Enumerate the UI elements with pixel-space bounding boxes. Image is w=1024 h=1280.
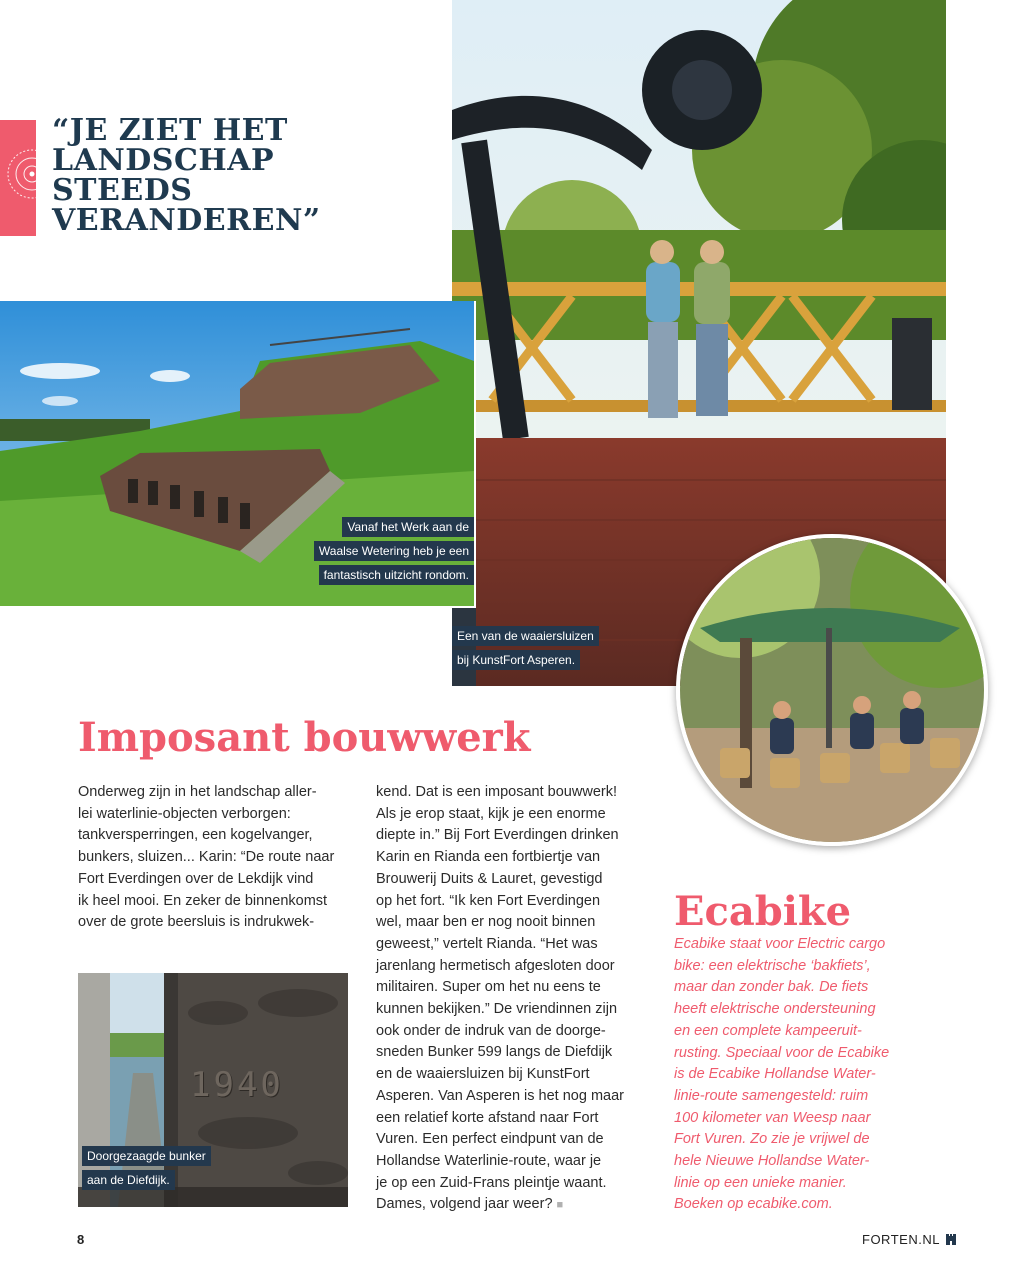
fort-tower-icon — [946, 1234, 956, 1245]
caption-bridge — [452, 626, 599, 674]
caption-line: Doorgezaagde bunker — [82, 1146, 211, 1166]
caption-line: Waalse Wetering heb je een — [314, 541, 474, 561]
caption-line: Vanaf het Werk aan de — [342, 517, 474, 537]
site-name-text: FORTEN.NL — [862, 1232, 940, 1247]
sidebar-heading: Ecabike — [674, 888, 852, 935]
photo-bunker-diefdijk — [78, 973, 348, 1207]
caption-line: bij KunstFort Asperen. — [452, 650, 580, 670]
bunker-stamp: 1940 — [190, 1065, 284, 1105]
article-column-2-text: kend. Dat is een imposant bouwwerk! Als je erop staat, kijk je een enorme diepte in.” Bij Fort Everdingen drinken Karin en Rianda een fortbiertje van Brouwerij Duits & Lauret, gevestigd op het fort. “Ik ken Fort Everdingen wel, maar ben er nog nooit binnen geweest,” vertelt Rianda. “Het was jarenlang hermetisch afgesloten door militairen. Super om het nu eens te kunnen bekijken.” De vriendinnen zijn ook onder de indruk van de doorge- sneden Bunker 599 langs de Diefdijk en de waaiersluizen bij KunstFort Asperen. Van Asperen is het nog maar een relatief korte afstand naar Fort Vuren. Een perfect eindpunt van de Hollandse Waterlinie-route, waar je je op een Zuid-Frans pleintje waant. Dames, volgend jaar weer? — [376, 784, 624, 1213]
caption-line: Een van de waaiersluizen — [452, 626, 599, 646]
page-number: 8 — [77, 1232, 85, 1247]
caption-fort — [314, 517, 474, 589]
end-mark-icon: ■ — [556, 1199, 564, 1212]
pull-quote-line: VERANDEREN” — [52, 203, 321, 238]
caption-line: fantastisch uitzicht rondom. — [319, 565, 474, 585]
caption-line: aan de Diefdijk. — [82, 1170, 175, 1190]
pull-quote — [52, 113, 452, 238]
target-icon — [6, 148, 58, 200]
site-name — [862, 1232, 956, 1247]
pull-quote-line: LANDSCHAP — [52, 143, 275, 178]
article-column-2 — [376, 782, 651, 1217]
sidebar-text: Ecabike staat voor Electric cargo bike: een elektrische ‘bakfiets’, maar dan zonder bak. De fiets heeft elektrische ondersteuning en een complete kampeeruit- rusting. Speciaal voor de Ecabike is de Ecabike Hollandse Water- linie-route samengesteld: ruim 100 kilometer van Weesp naar Fort Vuren. Zo zie je vrijwel de hele Nieuwe Hollandse Water- linie op een unieke manier. Boeken op ecabike.com. — [674, 936, 890, 1213]
pull-quote-line: STEEDS — [52, 173, 193, 208]
photo-fort-waalse-wetering — [0, 301, 476, 608]
pull-quote-line: “JE ZIET HET — [52, 113, 288, 148]
photo-terrace-circle — [676, 534, 988, 846]
photo-terrace-illustration — [680, 538, 984, 842]
article-heading: Imposant bouwwerk — [78, 714, 531, 761]
article-column-1: Onderweg zijn in het landschap aller- lei waterlinie-objecten verborgen: tankversperringen, een kogelvanger, bunkers, sluizen... Karin: “De route naar Fort Everdingen over de Lekdijk vind ik heel mooi. En zeker de binnenkomst over de grote beersluis is indrukwek- — [78, 784, 335, 931]
caption-bunker — [82, 1146, 211, 1194]
